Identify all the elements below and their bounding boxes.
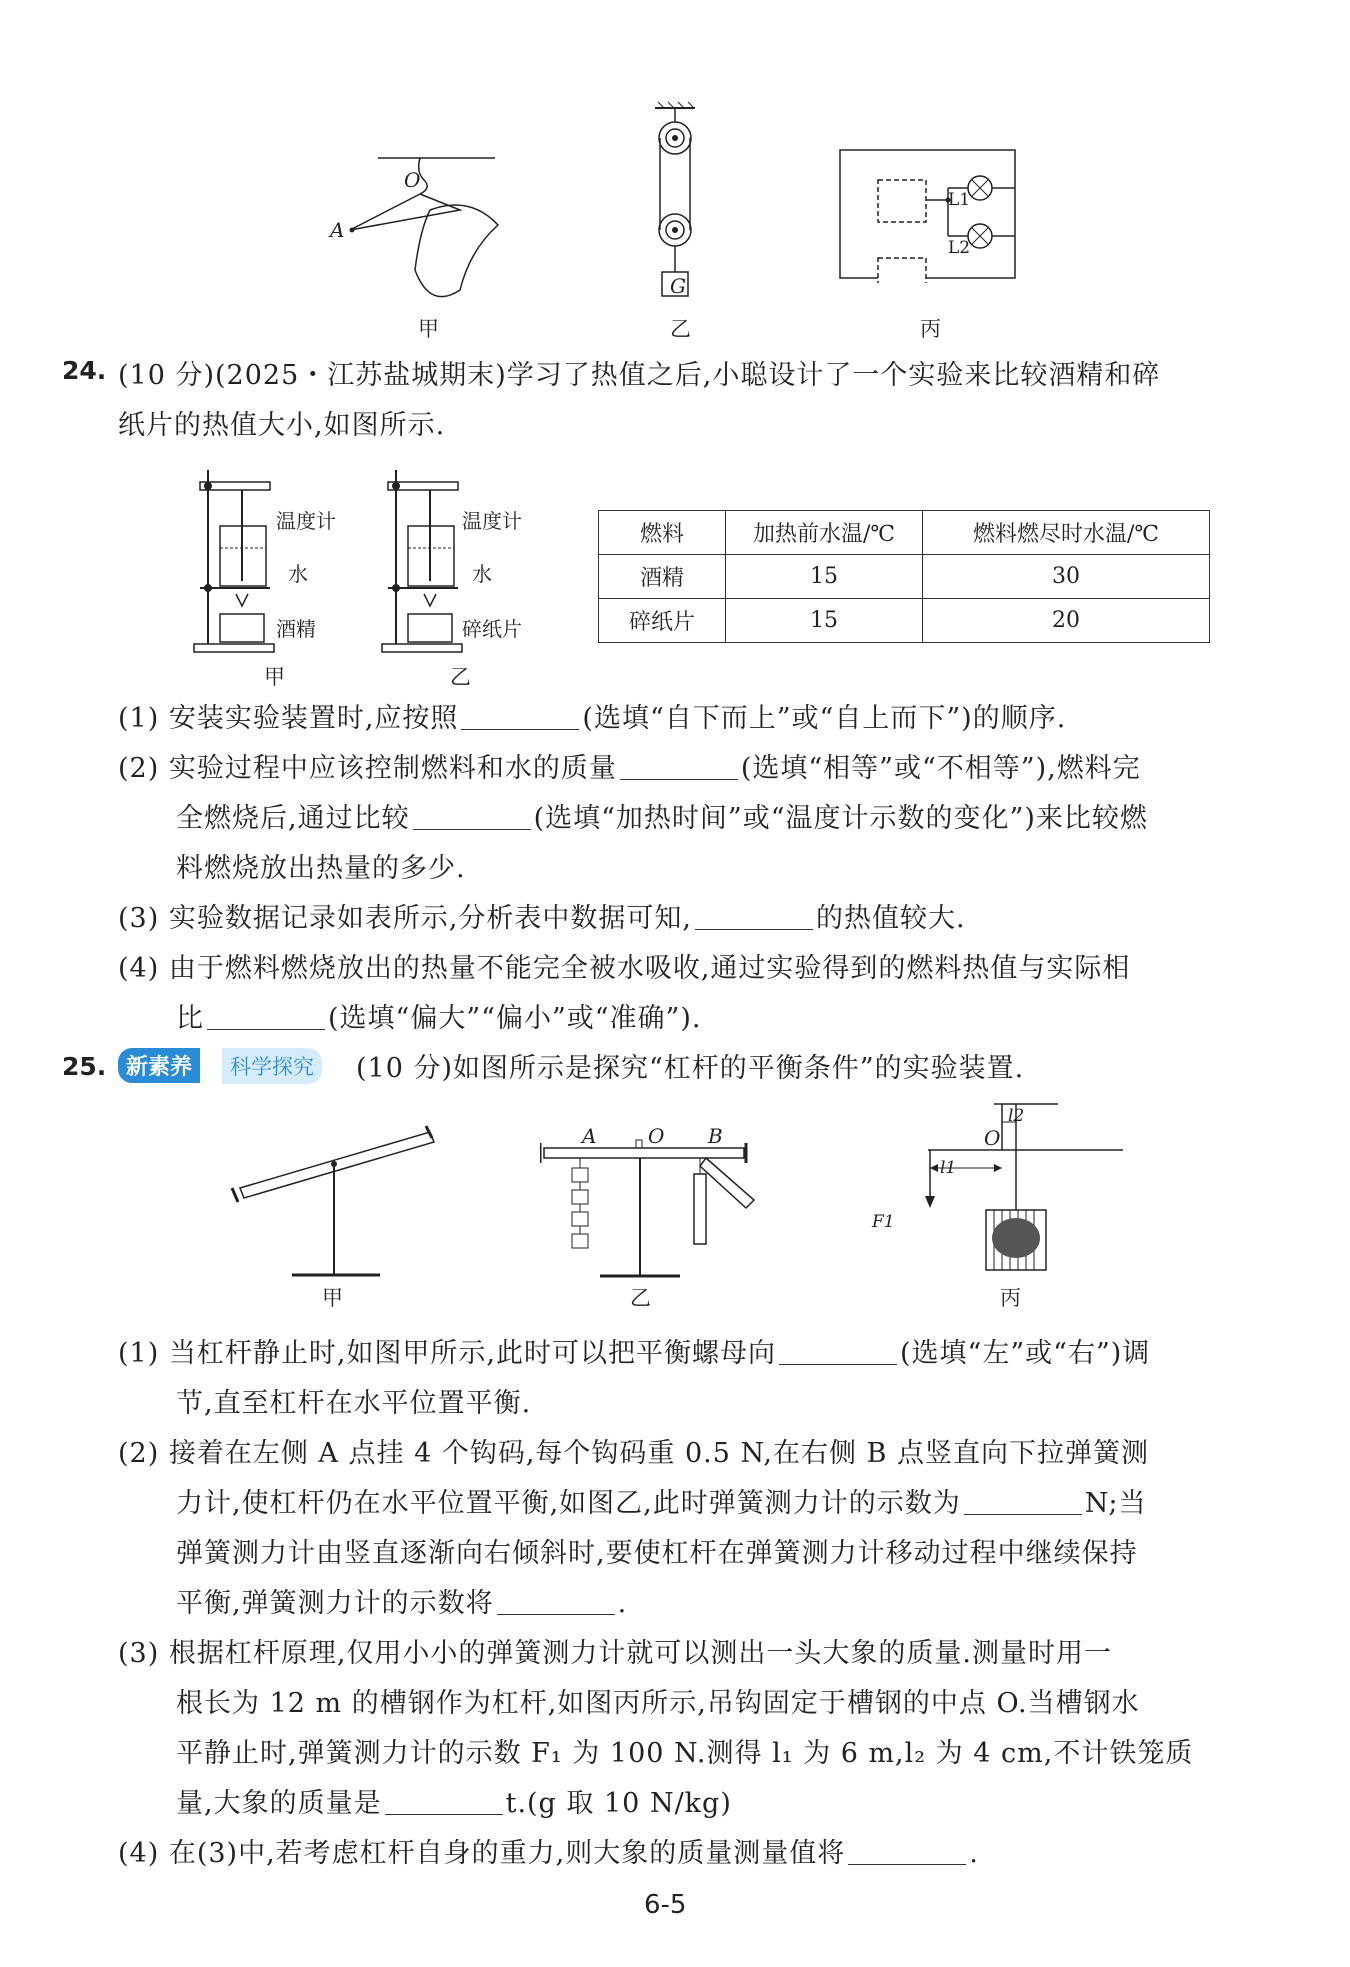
q25-p3-text-e: t.(g 取 10 N/kg) <box>505 1788 732 1819</box>
q25-part1-line2: 节,直至杠杆在水平位置平衡. <box>176 1388 532 1419</box>
question-24-number: 24. <box>62 356 107 385</box>
q25-label-l2: l2 <box>1008 1106 1025 1126</box>
caption-q24-jia: 甲 <box>264 665 285 689</box>
label-L2: L2 <box>948 238 971 258</box>
q24-p3-text-b: 的热值较大. <box>816 903 966 934</box>
label-G: G <box>670 274 686 298</box>
answer-blank[interactable] <box>413 802 531 830</box>
q25-part1-line1 <box>118 1331 1150 1370</box>
q25-label-O: O <box>648 1124 665 1148</box>
q24-p4-text-c: (选填“偏大”“偏小”或“准确”). <box>328 1003 702 1034</box>
q25-part3-line3: 平静止时,弹簧测力计的示数 F₁ 为 100 N.测得 l₁ 为 6 m,l₂ 为 4 cm,不计铁笼质 <box>176 1738 1194 1769</box>
q24-jia-label-thermometer: 温度计 <box>276 509 336 533</box>
label-A-top: A <box>330 218 345 242</box>
q25-part2-line4 <box>176 1581 627 1620</box>
q24-part2-line1 <box>118 746 1141 785</box>
table-row <box>599 599 1210 643</box>
q24-part2-line2 <box>176 796 1148 835</box>
table-cell: 碎纸片 <box>599 599 726 643</box>
q25-part3-line2: 根长为 12 m 的槽钢作为杠杆,如图丙所示,吊钩固定于槽钢的中点 O.当槽钢水 <box>176 1688 1140 1719</box>
q24-p2-text-b: (选填“相等”或“不相等”),燃料完 <box>740 753 1141 784</box>
q24-p2-text-c: 全燃烧后,通过比较 <box>176 803 410 834</box>
table-cell: 30 <box>923 555 1210 599</box>
q25-p1-text-b: (选填“左”或“右”)调 <box>900 1338 1151 1369</box>
label-O-top: O <box>404 168 421 192</box>
q25-part2-line3: 弹簧测力计由竖直逐渐向右倾斜时,要使杠杆在弹簧测力计移动过程中继续保持 <box>176 1538 1138 1569</box>
caption-top-jia: 甲 <box>418 317 439 341</box>
figure-q25-jia-tilted-lever <box>230 1118 440 1288</box>
figure-top-jia-hanger <box>320 150 540 310</box>
answer-blank[interactable] <box>620 752 738 780</box>
q25-p3-text-d: 量,大象的质量是 <box>176 1788 382 1819</box>
table-cell: 15 <box>726 555 923 599</box>
q25-part2-line1: (2) 接着在左侧 A 点挂 4 个钩码,每个钩码重 0.5 N,在右侧 B 点竖直向下拉弹簧测 <box>118 1438 1150 1469</box>
q25-p2-text-f: . <box>617 1588 628 1619</box>
q25-p1-text: (1) 当杠杆静止时,如图甲所示,此时可以把平衡螺母向 <box>118 1338 776 1369</box>
badge-science-inquiry: 科学探究 <box>222 1048 322 1084</box>
figure-q25-bing-elephant-cage <box>878 1100 1128 1280</box>
q24-part2-line3: 料燃烧放出热量的多少. <box>176 853 466 884</box>
table-row <box>599 555 1210 599</box>
q24-yi-label-paper: 碎纸片 <box>462 617 522 641</box>
q24-yi-label-water: 水 <box>472 562 492 586</box>
q25-part2-line2 <box>176 1481 1147 1520</box>
q25-label-F1: F1 <box>872 1212 895 1232</box>
q25-p2-text-c: N;当 <box>1084 1488 1147 1519</box>
q24-jia-label-water: 水 <box>288 562 308 586</box>
q24-part1 <box>118 696 1066 735</box>
badge-new-literacy: 新素养 <box>118 1048 200 1083</box>
q24-p1-text: (1) 安装实验装置时,应按照 <box>118 703 459 734</box>
answer-blank[interactable] <box>497 1587 615 1615</box>
q24-stem-line2: 纸片的热值大小,如图所示. <box>118 410 446 441</box>
caption-top-bing: 丙 <box>920 317 941 341</box>
figure-top-bing-circuit <box>838 148 1018 283</box>
question-25-number: 25. <box>62 1052 107 1081</box>
page-number: 6-5 <box>644 1890 687 1920</box>
q24-part3 <box>118 896 966 935</box>
q24-p1-text-b: (选填“自下而上”或“自上而下”)的顺序. <box>582 703 1067 734</box>
table-header-cell: 燃料 <box>599 511 726 555</box>
q24-data-table <box>598 510 1210 643</box>
q24-p3-text: (3) 实验数据记录如表所示,分析表中数据可知, <box>118 903 692 934</box>
answer-blank[interactable] <box>461 702 579 730</box>
caption-q25-jia: 甲 <box>322 1286 343 1310</box>
q25-p2-text-e: 平衡,弹簧测力计的示数将 <box>176 1588 494 1619</box>
q24-jia-label-alcohol: 酒精 <box>276 617 316 641</box>
figure-q24-jia-apparatus <box>190 466 290 656</box>
q25-part3-line4 <box>176 1781 732 1820</box>
caption-q24-yi: 乙 <box>450 665 471 689</box>
q24-p4-text-b: 比 <box>176 1003 204 1034</box>
answer-blank[interactable] <box>695 902 813 930</box>
q25-p2-text-b: 力计,使杠杆仍在水平位置平衡,如图乙,此时弹簧测力计的示数为 <box>176 1488 961 1519</box>
q25-label-l1: l1 <box>940 1158 957 1178</box>
table-cell: 15 <box>726 599 923 643</box>
q25-p4-text-b: . <box>969 1838 979 1869</box>
q25-part3-line1: (3) 根据杠杆原理,仅用小小的弹簧测力计就可以测出一头大象的质量.测量时用一 <box>118 1638 1112 1669</box>
q24-stem-line1: (10 分)(2025・江苏盐城期末)学习了热值之后,小聪设计了一个实验来比较酒精和碎 <box>118 360 1161 391</box>
table-header-cell: 加热前水温/℃ <box>726 511 923 555</box>
q25-p4-text: (4) 在(3)中,若考虑杠杆自身的重力,则大象的质量测量值将 <box>118 1838 846 1869</box>
q25-label-B: B <box>708 1124 723 1148</box>
table-header-row <box>599 511 1210 555</box>
answer-blank[interactable] <box>964 1487 1082 1515</box>
table-header-cell: 燃料燃尽时水温/℃ <box>923 511 1210 555</box>
figure-q25-yi-balanced-lever <box>540 1128 790 1283</box>
answer-blank[interactable] <box>779 1337 897 1365</box>
q25-stem: (10 分)如图所示是探究“杠杆的平衡条件”的实验装置. <box>356 1053 1025 1084</box>
label-L1: L1 <box>948 190 971 210</box>
answer-blank[interactable] <box>385 1787 503 1815</box>
table-cell: 20 <box>923 599 1210 643</box>
q25-label-O-bing: O <box>984 1126 1001 1150</box>
q24-p2-text-d: (选填“加热时间”或“温度计示数的变化”)来比较燃 <box>533 803 1148 834</box>
q25-part4 <box>118 1831 979 1870</box>
q24-p2-text: (2) 实验过程中应该控制燃料和水的质量 <box>118 753 617 784</box>
table-cell: 酒精 <box>599 555 726 599</box>
answer-blank[interactable] <box>848 1837 966 1865</box>
q24-part4-line1: (4) 由于燃料燃烧放出的热量不能完全被水吸收,通过实验得到的燃料热值与实际相 <box>118 953 1131 984</box>
caption-top-yi: 乙 <box>670 317 691 341</box>
q24-yi-label-thermometer: 温度计 <box>462 509 522 533</box>
caption-q25-bing: 丙 <box>1000 1286 1021 1310</box>
caption-q25-yi: 乙 <box>630 1286 651 1310</box>
q24-part4-line2 <box>176 996 701 1035</box>
answer-blank[interactable] <box>207 1002 325 1030</box>
q25-label-A: A <box>582 1124 597 1148</box>
